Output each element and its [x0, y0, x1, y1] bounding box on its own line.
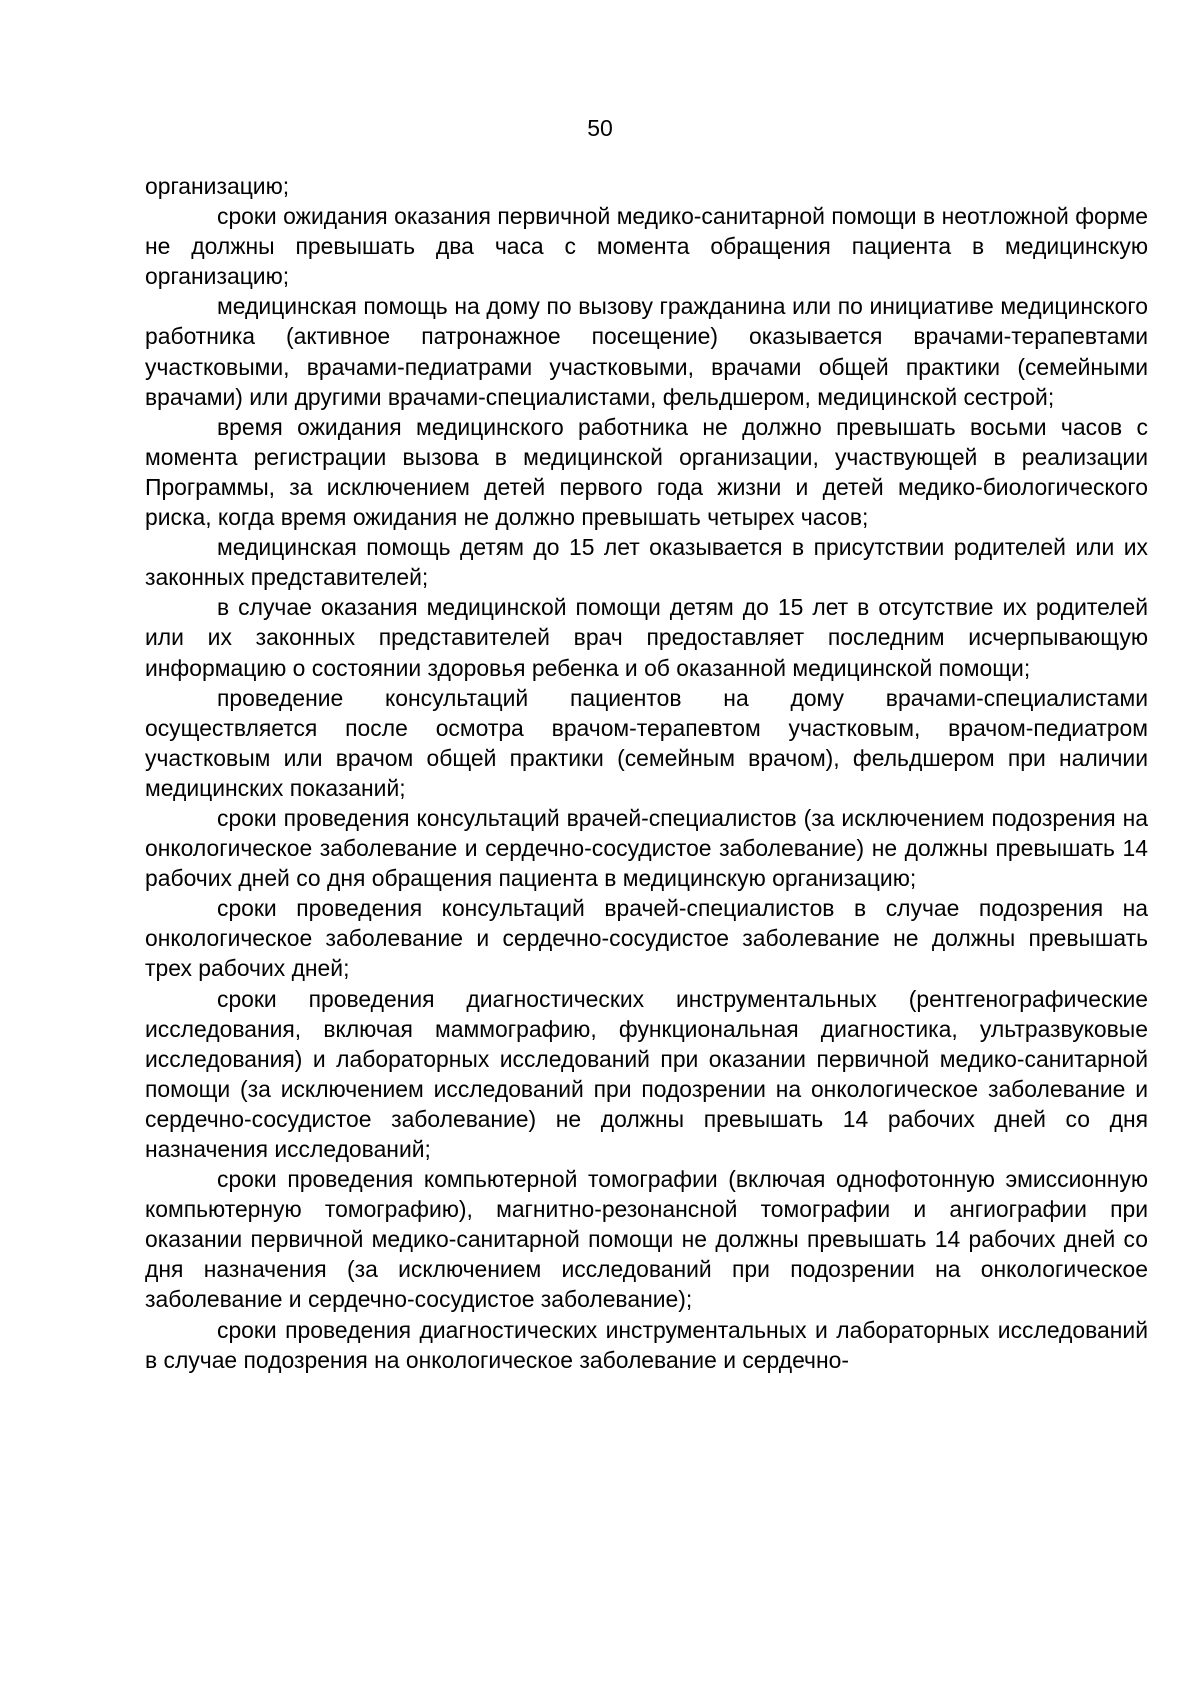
paragraph-tomography-terms: сроки проведения компьютерной томографии (включая однофотонную эмиссионную компьютерную томографию), магнитно-резонансной томографии и ангиографии при оказании первичной медико-санитарной помощи не должны превышать 14 рабочих дней со дня назначения (за исключением исследований при подозрении на онкологическое заболевание и сердечно-сосудистое заболевание);: [145, 1166, 1148, 1313]
paragraph-diagnostic-terms: сроки проведения диагностических инструментальных (рентгенографические исследования, включая маммографию, функциональная диагностика, ультразвуковые исследования) и лабораторных исследований при оказании первичной медико-санитарной помощи (за исключением исследований при подозрении на онкологическое заболевание и сердечно-сосудистое заболевание) не должны превышать 14 рабочих дней со дня назначения исследований;: [145, 985, 1148, 1162]
body-text: [145, 171, 1148, 1375]
page-number: 50: [587, 115, 613, 141]
paragraph-continuation: организацию;: [145, 173, 290, 199]
paragraph-specialist-consult-terms: сроки проведения консультаций врачей-специалистов (за исключением подозрения на онкологическое заболевание и сердечно-сосудистое заболевание) не должны превышать 14 рабочих дней со дня обращения пациента в медицинскую организацию;: [145, 804, 1148, 892]
paragraph-children-care-absence: в случае оказания медицинской помощи детям до 15 лет в отсутствие их родителей или их законных представителей врач предоставляет последним исчерпывающую информацию о состоянии здоровья ребенка и об оказанной медицинской помощи;: [145, 594, 1148, 681]
paragraph-children-care-presence: медицинская помощь детям до 15 лет оказывается в присутствии родителей или их законных представителей;: [145, 534, 1148, 591]
paragraph-home-care: медицинская помощь на дому по вызову гражданина или по инициативе медицинского работника (активное патронажное посещение) оказывается врачами-терапевтами участковыми, врачами-педиатрами участковыми, врачами общей практики (семейными врачами) или другими врачами-специалистами, фельдшером, медицинской сестрой;: [145, 293, 1148, 410]
paragraph-home-consultations: проведение консультаций пациентов на дому врачами-специалистами осуществляется после осмотра врачом-терапевтом участковым, врачом-педиатром участковым или врачом общей практики (семейным врачом), фельдшером при наличии медицинских показаний;: [145, 684, 1148, 801]
paragraph-specialist-consult-oncology: сроки проведения консультаций врачей-специалистов в случае подозрения на онкологическое заболевание и сердечно-сосудистое заболевание не должны превышать трех рабочих дней;: [145, 895, 1148, 982]
paragraph-emergency-wait-times: сроки ожидания оказания первичной медико-санитарной помощи в неотложной форме не должны превышать два часа с момента обращения пациента в медицинскую организацию;: [145, 203, 1148, 290]
paragraph-worker-wait-time: время ожидания медицинского работника не должно превышать восьми часов с момента регистрации вызова в медицинской организации, участвующей в реализации Программы, за исключением детей первого года жизни и детей медико-биологического риска, когда время ожидания не должно превышать четырех часов;: [145, 413, 1148, 531]
paragraph-oncology-diagnostic-terms: сроки проведения диагностических инструментальных и лабораторных исследований в случае подозрения на онкологическое заболевание и сердечно-: [145, 1316, 1148, 1373]
